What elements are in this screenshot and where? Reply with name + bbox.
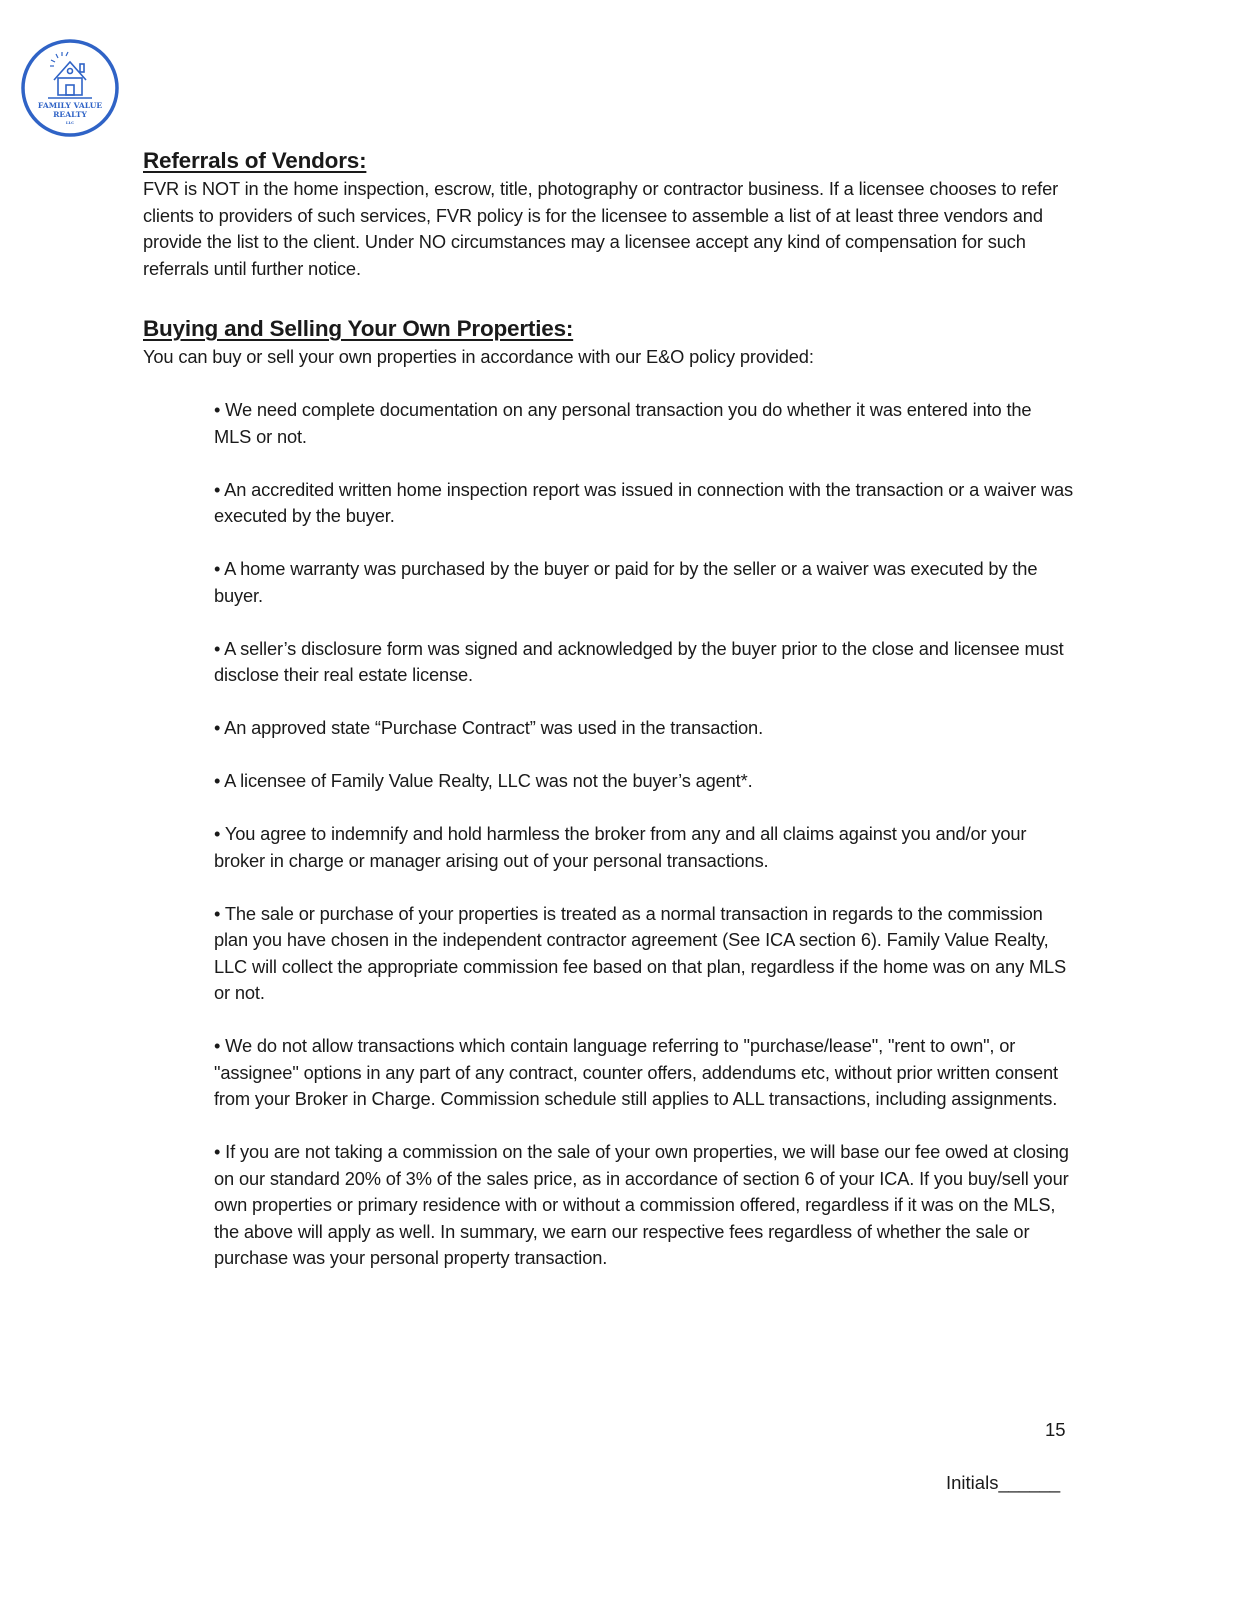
house-logo-icon (20, 38, 120, 138)
list-item: • A seller’s disclosure form was signed and acknowledged by the buyer prior to the close and licensee must disclose their real estate license. (214, 637, 1064, 685)
section-buying-selling-own-properties (143, 314, 1073, 1272)
logo-line-2: REALTY (53, 110, 87, 119)
section-heading: Referrals of Vendors: (143, 148, 367, 173)
logo-line-1: FAMILY VALUE (37, 101, 103, 110)
list-item: • An approved state “Purchase Contract” was used in the transaction. (214, 717, 764, 738)
list-item: • A home warranty was purchased by the buyer or paid for by the seller or a waiver was executed by the buyer. (214, 558, 1038, 606)
document-body (143, 146, 1073, 1272)
section-referrals-of-vendors (143, 146, 1073, 282)
list-item: • A licensee of Family Value Realty, LLC was not the buyer’s agent*. (214, 770, 753, 791)
logo-line-3: LLC (65, 120, 75, 125)
page-number: 15 (1045, 1419, 1066, 1440)
company-logo (20, 38, 120, 138)
policy-bullet-list (143, 397, 1073, 1272)
list-item: • The sale or purchase of your properties is treated as a normal transaction in regards to the commission plan you have chosen in the independent contractor agreement (See ICA section 6). Family Value Realty, LLC will collect the appropriate commission fee based on that plan, regardless if the home was on any MLS or not. (214, 902, 1067, 1003)
list-item: • We do not allow transactions which contain language referring to "purchase/lease", "rent to own", or "assignee" options in any part of any contract, counter offers, addendums etc, without prior written consent from your Broker in Charge. Commission schedule still applies to ALL transactions, including assignments. (214, 1035, 1058, 1109)
list-item: • If you are not taking a commission on the sale of your own properties, we will base our fee owed at closing on our standard 20% of 3% of the sales price, as in accordance of section 6 of your ICA. If you buy/sell your own properties or primary residence with or without a commission offered, regardless if it was on the MLS, the above will apply as well. In summary, we earn our respective fees regardless of whether the sale or purchase was your personal property transaction. (214, 1141, 1069, 1268)
list-item: • An accredited written home inspection report was issued in connection with the transaction or a waiver was executed by the buyer. (214, 478, 1074, 526)
list-item: • You agree to indemnify and hold harmless the broker from any and all claims against you and/or your broker in charge or manager arising out of your personal transactions. (214, 823, 1027, 871)
list-item: • We need complete documentation on any personal transaction you do whether it was entered into the MLS or not. (214, 399, 1032, 447)
initials-field[interactable]: Initials______ (946, 1472, 1061, 1493)
section-paragraph: FVR is NOT in the home inspection, escrow, title, photography or contractor business. If a licensee chooses to refer clients to providers of such services, FVR policy is for the licensee to assemble a list of at least three vendors and provide the list to the client. Under NO circumstances may a licensee accept any kind of compensation for such referrals until further notice. (143, 178, 1059, 279)
section-paragraph: You can buy or sell your own properties in accordance with our E&O policy provided: (143, 346, 814, 367)
section-heading: Buying and Selling Your Own Properties: (143, 316, 574, 341)
